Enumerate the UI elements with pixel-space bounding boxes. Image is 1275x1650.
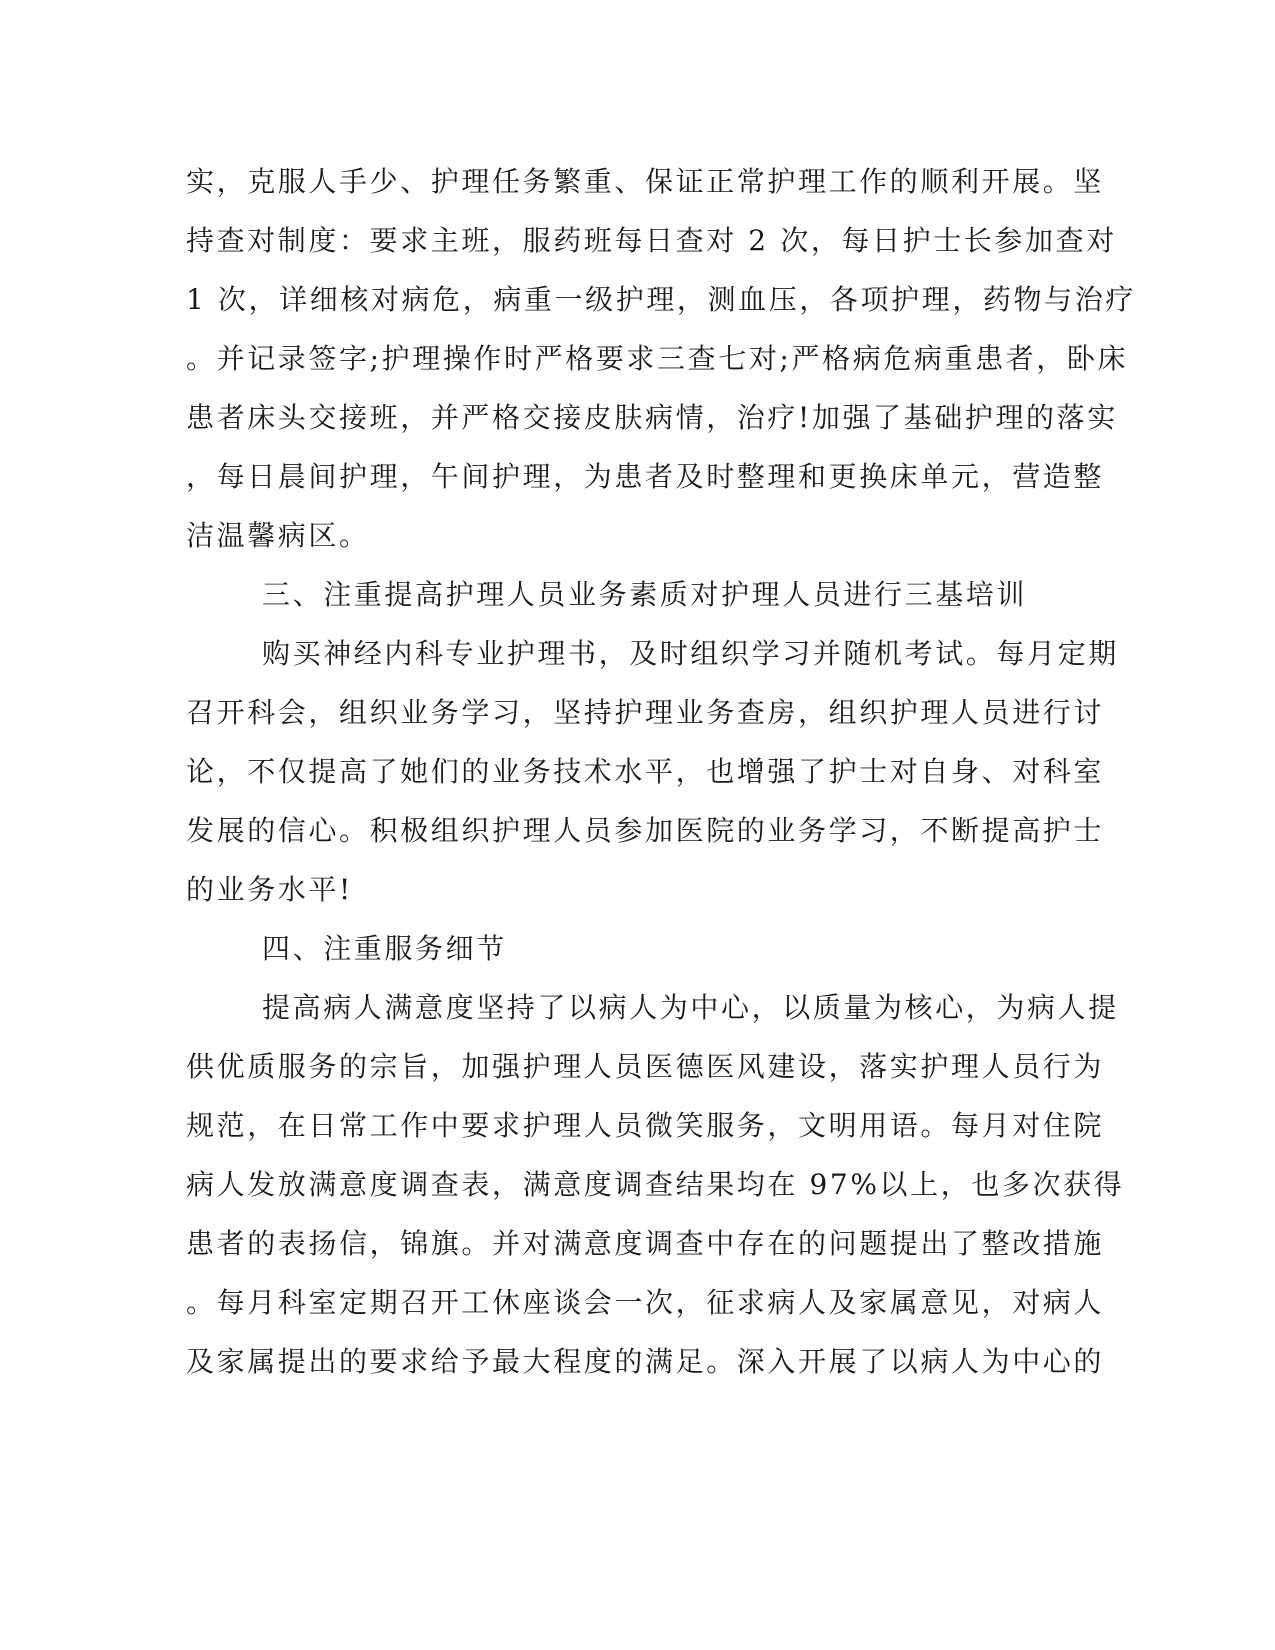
text-line: 1 次，详细核对病危，病重一级护理，测血压，各项护理，药物与治疗 [186,283,1136,316]
text-line: 及家属提出的要求给予最大程度的满足。深入开展了以病人为中心的 [186,1345,1105,1378]
text-line: 购买神经内科专业护理书，及时组织学习并随机考试。每月定期 [262,637,1119,670]
section-heading: 四、注重服务细节 [262,932,507,965]
text-line: 的业务水平! [186,873,353,906]
text-line: 洁温馨病区。 [186,519,370,552]
text-line: 。每月科室定期召开工休座谈会一次，征求病人及家属意见，对病人 [186,1286,1105,1319]
text-line: 发展的信心。积极组织护理人员参加医院的业务学习，不断提高护士 [186,814,1105,847]
text-line: 召开科会，组织业务学习，坚持护理业务查房，组织护理人员进行讨 [186,696,1105,729]
text-line: 病人发放满意度调查表，满意度调查结果均在 97%以上，也多次获得 [186,1168,1125,1201]
text-line: 患者床头交接班，并严格交接皮肤病情，治疗!加强了基础护理的落实 [186,401,1118,434]
section-heading: 三、注重提高护理人员业务素质对护理人员进行三基培训 [262,578,1028,611]
text-line: 提高病人满意度坚持了以病人为中心，以质量为核心，为病人提 [262,991,1119,1024]
text-line: 持查对制度：要求主班，服药班每日查对 2 次，每日护士长参加查对 [186,224,1117,257]
text-line: 患者的表扬信，锦旗。并对满意度调查中存在的问题提出了整改措施 [186,1227,1105,1260]
text-line: 论，不仅提高了她们的业务技术水平，也增强了护士对自身、对科室 [186,755,1105,788]
text-line: ，每日晨间护理，午间护理，为患者及时整理和更换床单元，营造整 [186,460,1105,493]
text-line: 实，克服人手少、护理任务繁重、保证正常护理工作的顺利开展。坚 [186,165,1105,198]
text-line: 。并记录签字;护理操作时严格要求三查七对;严格病危病重患者，卧床 [186,342,1129,375]
text-line: 规范，在日常工作中要求护理人员微笑服务，文明用语。每月对住院 [186,1109,1105,1142]
text-line: 供优质服务的宗旨，加强护理人员医德医风建设，落实护理人员行为 [186,1050,1105,1083]
